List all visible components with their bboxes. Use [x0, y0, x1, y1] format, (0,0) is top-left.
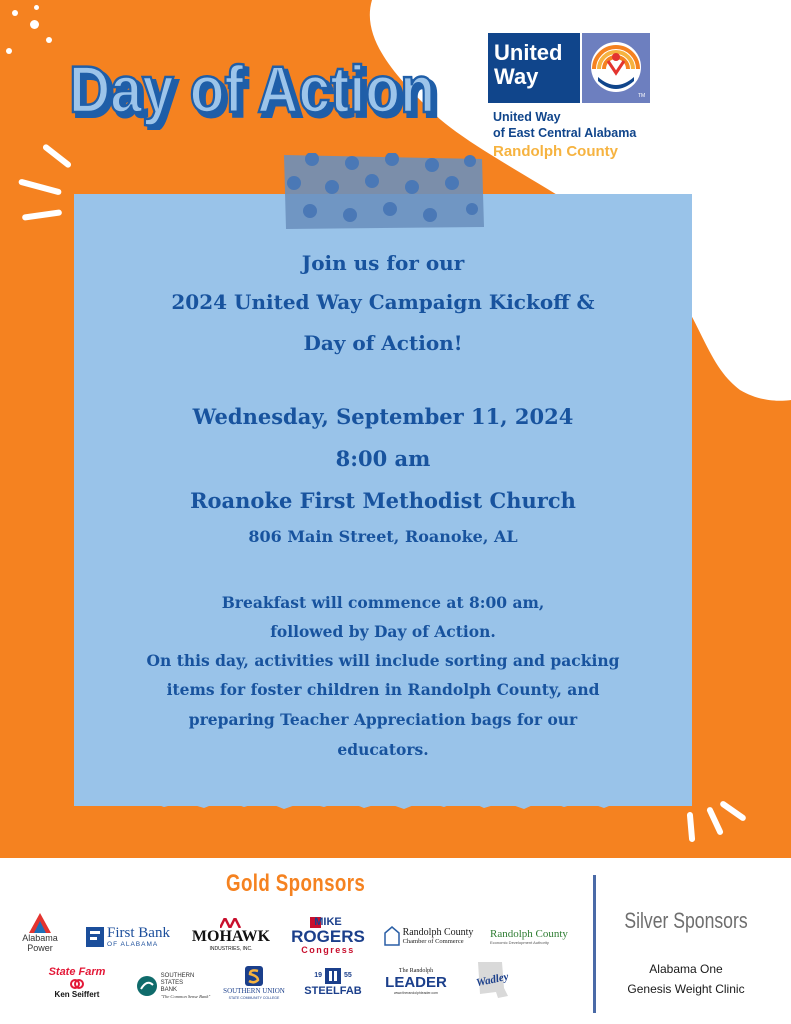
- southern-union-icon: [244, 965, 264, 987]
- steelfab-year-a: 19: [314, 972, 322, 979]
- ssb-tagline: "The Common Sense Bank": [160, 993, 211, 999]
- ssb-line2: STATES: [160, 979, 184, 986]
- title-text: Day of Action: [69, 52, 435, 126]
- mohawk-sub: INDUSTRIES, INC.: [209, 946, 253, 952]
- steelfab-name: STEELFAB: [304, 984, 362, 997]
- mike-rogers-first: MIKE: [310, 917, 346, 928]
- state-farm-name: State Farm: [48, 966, 106, 978]
- event-address: 806 Main Street, Roanoke, AL: [248, 527, 518, 546]
- alabama-power-logo: [14, 910, 66, 956]
- details-line-3: On this day, activities will include sorting and packing: [146, 651, 620, 670]
- chamber-sub: Chamber of Commerce: [402, 937, 464, 945]
- ssb-line3: BANK: [160, 986, 178, 993]
- leader-top: The Randolph: [398, 968, 434, 974]
- decor-dot: [34, 5, 39, 10]
- wadley-name: Wadley: [475, 970, 510, 990]
- first-bank-logo: [80, 922, 176, 952]
- details-line-6: educators.: [337, 740, 429, 759]
- org-name-line1: United Way: [493, 110, 561, 124]
- gold-sponsors-heading: Gold Sponsors: [226, 870, 366, 897]
- mike-rogers-last: ROGERS: [291, 927, 365, 946]
- trademark-mark: TM: [638, 93, 646, 99]
- title-shadow: Day of Action: [73, 56, 439, 130]
- mike-rogers-congress: Congress: [301, 945, 355, 955]
- leader-name: LEADER: [385, 974, 447, 991]
- eda-sub: Economic Development Authority: [490, 940, 549, 945]
- steelfab-icon: [324, 967, 342, 985]
- decor-dot: [12, 10, 18, 16]
- wordmark-line1: United: [494, 40, 563, 65]
- details-line-4: items for foster children in Randolph County, and: [166, 680, 600, 699]
- first-bank-name: First Bank: [107, 924, 170, 941]
- randolph-eda-logo: [490, 924, 574, 950]
- silver-sponsor-1: Alabama One: [649, 962, 723, 976]
- chamber-icon: [383, 925, 401, 947]
- sponsor-divider: [593, 875, 596, 1013]
- first-bank-sub: OF ALABAMA: [107, 940, 159, 948]
- randolph-chamber-logo: [378, 922, 478, 950]
- silver-sponsor-2: Genesis Weight Clinic: [627, 982, 745, 996]
- mike-rogers-logo: [286, 914, 370, 958]
- invite-line-2: 2024 United Way Campaign Kickoff &: [171, 290, 595, 314]
- details-line-5: preparing Teacher Appreciation bags for our: [188, 710, 578, 729]
- invite-line-1: Join us for our: [301, 251, 465, 275]
- alabama-power-name-2: Power: [27, 943, 53, 953]
- tape-strip: [282, 153, 486, 231]
- wadley-logo: [468, 958, 520, 1004]
- steelfab-logo: [304, 962, 362, 1002]
- mohawk-logo: [186, 914, 276, 956]
- leader-url: www.therandolphleader.com: [394, 991, 438, 995]
- united-way-logo: [488, 33, 650, 103]
- decor-dot: [6, 48, 12, 54]
- torn-edge: [74, 790, 692, 816]
- first-bank-icon: [86, 925, 104, 949]
- united-way-wordmark: [488, 33, 580, 103]
- silver-sponsors-heading: Silver Sponsors: [624, 908, 748, 933]
- eda-name: Randolph County: [490, 928, 568, 940]
- event-venue: Roanoke First Methodist Church: [190, 488, 576, 513]
- randolph-leader-logo: [380, 964, 452, 1000]
- state-farm-logo: [44, 962, 110, 1004]
- decor-dot: [46, 37, 52, 43]
- sponsors-section: [0, 858, 791, 1024]
- org-name-line2: of East Central Alabama: [493, 126, 637, 140]
- southern-union-name: SOUTHERN UNION: [223, 987, 285, 995]
- chamber-name: Randolph County: [402, 926, 474, 938]
- event-date: Wednesday, September 11, 2024: [192, 404, 574, 429]
- southern-union-sub: STATE COMMUNITY COLLEGE: [228, 996, 280, 1000]
- ssb-icon: [136, 975, 158, 997]
- wordmark-line2: Way: [494, 64, 539, 89]
- page-title: [66, 40, 446, 130]
- southern-states-bank-logo: [132, 966, 214, 1006]
- mohawk-icon: [220, 918, 242, 928]
- alabama-power-icon: [29, 913, 51, 933]
- southern-union-logo: [214, 960, 294, 1006]
- event-time: 8:00 am: [335, 446, 431, 471]
- state-farm-agent: Ken Seiffert: [54, 990, 100, 999]
- decor-dot: [30, 20, 39, 29]
- county-name: Randolph County: [493, 143, 618, 160]
- alabama-power-name: Alabama: [22, 933, 58, 943]
- state-farm-icon: [70, 978, 84, 990]
- steelfab-year-b: 55: [344, 972, 352, 979]
- details-line-1: Breakfast will commence at 8:00 am,: [221, 593, 545, 612]
- invite-line-3: Day of Action!: [303, 331, 463, 355]
- details-line-2: followed by Day of Action.: [270, 622, 496, 641]
- ssb-line1: SOUTHERN: [160, 972, 195, 979]
- mohawk-name: MOHAWK: [191, 928, 271, 945]
